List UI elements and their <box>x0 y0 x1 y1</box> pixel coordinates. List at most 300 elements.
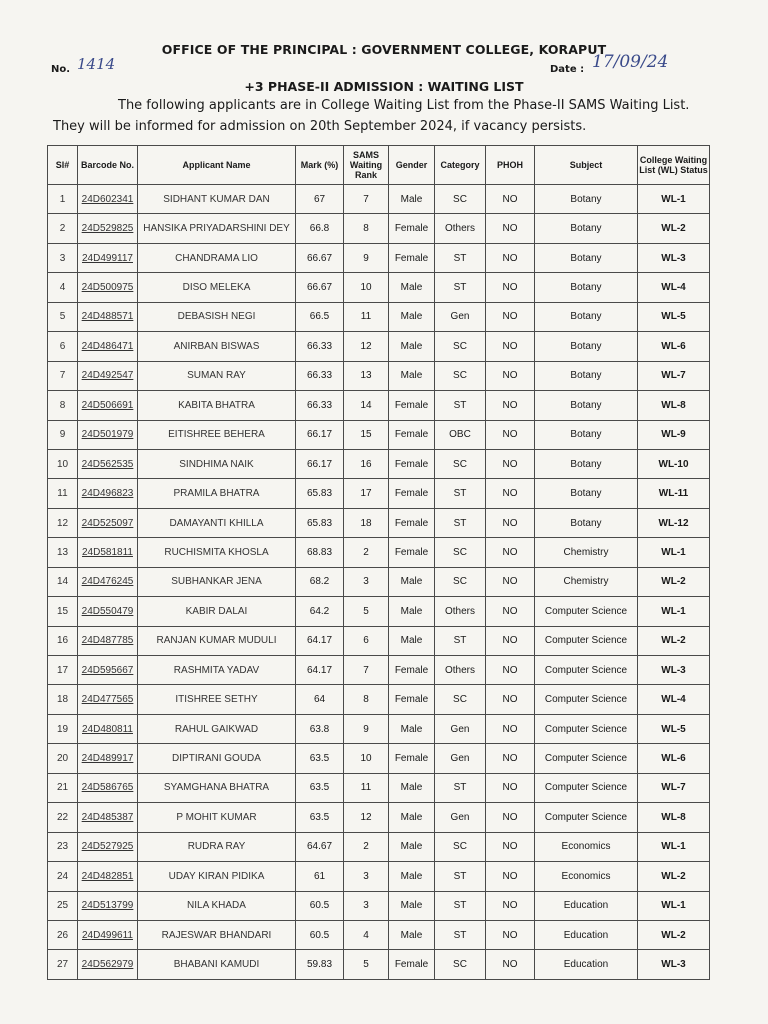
cell-phoh: NO <box>486 420 535 449</box>
cell-wl-status: WL-2 <box>638 862 710 891</box>
cell-sl: 6 <box>48 332 78 361</box>
cell-gender: Male <box>389 862 435 891</box>
cell-applicant-name: SYAMGHANA BHATRA <box>138 773 296 802</box>
cell-barcode: 24D487785 <box>78 626 138 655</box>
cell-mark: 63.5 <box>296 744 344 773</box>
cell-barcode: 24D482851 <box>78 862 138 891</box>
cell-wl-status: WL-12 <box>638 508 710 537</box>
table-row <box>48 744 710 773</box>
cell-sl: 23 <box>48 832 78 861</box>
cell-sams-rank: 5 <box>344 950 389 979</box>
cell-subject: Computer Science <box>535 597 638 626</box>
cell-category: Gen <box>435 803 486 832</box>
cell-mark: 60.5 <box>296 891 344 920</box>
cell-phoh: NO <box>486 626 535 655</box>
cell-barcode: 24D525097 <box>78 508 138 537</box>
cell-mark: 66.33 <box>296 332 344 361</box>
cell-subject: Computer Science <box>535 773 638 802</box>
cell-mark: 68.83 <box>296 538 344 567</box>
cell-sl: 9 <box>48 420 78 449</box>
cell-mark: 63.5 <box>296 773 344 802</box>
cell-phoh: NO <box>486 391 535 420</box>
cell-applicant-name: DAMAYANTI KHILLA <box>138 508 296 537</box>
cell-wl-status: WL-2 <box>638 567 710 596</box>
cell-sams-rank: 11 <box>344 302 389 331</box>
cell-category: Others <box>435 597 486 626</box>
cell-barcode: 24D581811 <box>78 538 138 567</box>
cell-mark: 66.17 <box>296 449 344 478</box>
cell-mark: 65.83 <box>296 479 344 508</box>
cell-wl-status: WL-7 <box>638 361 710 390</box>
cell-mark: 64.67 <box>296 832 344 861</box>
cell-category: Others <box>435 656 486 685</box>
cell-wl-status: WL-8 <box>638 391 710 420</box>
cell-gender: Female <box>389 508 435 537</box>
cell-subject: Computer Science <box>535 714 638 743</box>
cell-gender: Male <box>389 714 435 743</box>
cell-sl: 16 <box>48 626 78 655</box>
cell-mark: 63.5 <box>296 803 344 832</box>
cell-phoh: NO <box>486 744 535 773</box>
cell-wl-status: WL-9 <box>638 420 710 449</box>
cell-applicant-name: SIDHANT KUMAR DAN <box>138 185 296 214</box>
cell-barcode: 24D595667 <box>78 656 138 685</box>
cell-sl: 4 <box>48 273 78 302</box>
cell-category: Gen <box>435 714 486 743</box>
cell-mark: 66.33 <box>296 361 344 390</box>
column-header-sams-rank: SAMS Waiting Rank <box>344 146 389 185</box>
cell-gender: Female <box>389 391 435 420</box>
cell-wl-status: WL-11 <box>638 479 710 508</box>
cell-subject: Chemistry <box>535 538 638 567</box>
cell-sl: 19 <box>48 714 78 743</box>
cell-subject: Economics <box>535 862 638 891</box>
cell-barcode: 24D527925 <box>78 832 138 861</box>
cell-sl: 10 <box>48 449 78 478</box>
cell-phoh: NO <box>486 479 535 508</box>
table-row <box>48 361 710 390</box>
cell-wl-status: WL-1 <box>638 538 710 567</box>
column-header-phoh: PHOH <box>486 146 535 185</box>
cell-sl: 12 <box>48 508 78 537</box>
cell-phoh: NO <box>486 773 535 802</box>
cell-subject: Computer Science <box>535 685 638 714</box>
cell-category: ST <box>435 862 486 891</box>
cell-sl: 2 <box>48 214 78 243</box>
cell-barcode: 24D562535 <box>78 449 138 478</box>
table-row <box>48 832 710 861</box>
cell-sams-rank: 6 <box>344 626 389 655</box>
cell-category: SC <box>435 449 486 478</box>
cell-subject: Botany <box>535 185 638 214</box>
cell-phoh: NO <box>486 214 535 243</box>
table-row <box>48 685 710 714</box>
cell-sams-rank: 10 <box>344 744 389 773</box>
cell-phoh: NO <box>486 538 535 567</box>
cell-sams-rank: 4 <box>344 920 389 949</box>
cell-wl-status: WL-4 <box>638 685 710 714</box>
cell-sl: 17 <box>48 656 78 685</box>
cell-phoh: NO <box>486 449 535 478</box>
cell-sams-rank: 2 <box>344 832 389 861</box>
cell-mark: 61 <box>296 862 344 891</box>
table-row <box>48 714 710 743</box>
cell-sl: 3 <box>48 243 78 272</box>
cell-applicant-name: ITISHREE SETHY <box>138 685 296 714</box>
cell-wl-status: WL-5 <box>638 714 710 743</box>
cell-mark: 66.67 <box>296 243 344 272</box>
cell-category: Others <box>435 214 486 243</box>
cell-category: ST <box>435 626 486 655</box>
cell-subject: Botany <box>535 479 638 508</box>
cell-wl-status: WL-3 <box>638 950 710 979</box>
column-header-category: Category <box>435 146 486 185</box>
column-header-name: Applicant Name <box>138 146 296 185</box>
cell-applicant-name: ANIRBAN BISWAS <box>138 332 296 361</box>
cell-mark: 59.83 <box>296 950 344 979</box>
cell-sl: 22 <box>48 803 78 832</box>
cell-applicant-name: PRAMILA BHATRA <box>138 479 296 508</box>
cell-gender: Male <box>389 803 435 832</box>
intro-line-1: The following applicants are in College Waiting List from the Phase-II SAMS Waiting List. <box>118 98 690 113</box>
cell-subject: Education <box>535 950 638 979</box>
cell-wl-status: WL-6 <box>638 744 710 773</box>
cell-sams-rank: 9 <box>344 243 389 272</box>
cell-sl: 27 <box>48 950 78 979</box>
cell-subject: Education <box>535 920 638 949</box>
cell-phoh: NO <box>486 508 535 537</box>
cell-wl-status: WL-3 <box>638 243 710 272</box>
table-row <box>48 862 710 891</box>
cell-applicant-name: NILA KHADA <box>138 891 296 920</box>
cell-barcode: 24D499611 <box>78 920 138 949</box>
cell-gender: Female <box>389 243 435 272</box>
cell-sl: 1 <box>48 185 78 214</box>
cell-sl: 15 <box>48 597 78 626</box>
cell-category: Gen <box>435 302 486 331</box>
cell-gender: Male <box>389 567 435 596</box>
waiting-list-table <box>47 145 710 980</box>
cell-barcode: 24D485387 <box>78 803 138 832</box>
table-row <box>48 243 710 272</box>
cell-applicant-name: EITISHREE BEHERA <box>138 420 296 449</box>
cell-wl-status: WL-3 <box>638 656 710 685</box>
cell-applicant-name: CHANDRAMA LIO <box>138 243 296 272</box>
cell-wl-status: WL-1 <box>638 597 710 626</box>
cell-subject: Computer Science <box>535 626 638 655</box>
cell-category: ST <box>435 508 486 537</box>
cell-sl: 7 <box>48 361 78 390</box>
cell-gender: Male <box>389 773 435 802</box>
cell-category: SC <box>435 538 486 567</box>
column-header-sl: Sl# <box>48 146 78 185</box>
cell-applicant-name: RASHMITA YADAV <box>138 656 296 685</box>
column-header-wl-status: College Waiting List (WL) Status <box>638 146 710 185</box>
cell-sams-rank: 10 <box>344 273 389 302</box>
cell-subject: Botany <box>535 243 638 272</box>
table-row <box>48 538 710 567</box>
cell-gender: Female <box>389 950 435 979</box>
table-row <box>48 508 710 537</box>
cell-sams-rank: 17 <box>344 479 389 508</box>
cell-mark: 66.33 <box>296 391 344 420</box>
cell-applicant-name: DIPTIRANI GOUDA <box>138 744 296 773</box>
cell-category: ST <box>435 479 486 508</box>
cell-gender: Female <box>389 214 435 243</box>
cell-phoh: NO <box>486 862 535 891</box>
table-row <box>48 214 710 243</box>
cell-mark: 67 <box>296 185 344 214</box>
cell-barcode: 24D586765 <box>78 773 138 802</box>
cell-category: SC <box>435 361 486 390</box>
cell-applicant-name: RUCHISMITA KHOSLA <box>138 538 296 567</box>
cell-subject: Botany <box>535 332 638 361</box>
cell-mark: 60.5 <box>296 920 344 949</box>
cell-barcode: 24D562979 <box>78 950 138 979</box>
office-heading: OFFICE OF THE PRINCIPAL : GOVERNMENT COLLEGE, KORAPUT <box>161 42 607 57</box>
cell-barcode: 24D477565 <box>78 685 138 714</box>
cell-wl-status: WL-5 <box>638 302 710 331</box>
cell-wl-status: WL-6 <box>638 332 710 361</box>
cell-sl: 20 <box>48 744 78 773</box>
cell-mark: 66.67 <box>296 273 344 302</box>
cell-applicant-name: RUDRA RAY <box>138 832 296 861</box>
cell-category: ST <box>435 891 486 920</box>
cell-sams-rank: 13 <box>344 361 389 390</box>
cell-phoh: NO <box>486 803 535 832</box>
table-row <box>48 597 710 626</box>
letter-number-label: No. <box>51 64 71 75</box>
cell-category: SC <box>435 185 486 214</box>
table-row <box>48 479 710 508</box>
cell-phoh: NO <box>486 567 535 596</box>
table-row <box>48 420 710 449</box>
column-header-gender: Gender <box>389 146 435 185</box>
cell-subject: Botany <box>535 420 638 449</box>
cell-sams-rank: 16 <box>344 449 389 478</box>
cell-wl-status: WL-8 <box>638 803 710 832</box>
cell-gender: Female <box>389 685 435 714</box>
cell-wl-status: WL-2 <box>638 626 710 655</box>
cell-subject: Computer Science <box>535 656 638 685</box>
cell-sams-rank: 11 <box>344 773 389 802</box>
cell-applicant-name: DEBASISH NEGI <box>138 302 296 331</box>
cell-phoh: NO <box>486 185 535 214</box>
cell-category: OBC <box>435 420 486 449</box>
cell-barcode: 24D602341 <box>78 185 138 214</box>
cell-subject: Botany <box>535 449 638 478</box>
cell-mark: 64.2 <box>296 597 344 626</box>
cell-applicant-name: RAJESWAR BHANDARI <box>138 920 296 949</box>
cell-phoh: NO <box>486 891 535 920</box>
cell-gender: Male <box>389 361 435 390</box>
cell-wl-status: WL-2 <box>638 920 710 949</box>
cell-applicant-name: HANSIKA PRIYADARSHINI DEY <box>138 214 296 243</box>
cell-subject: Botany <box>535 302 638 331</box>
cell-applicant-name: BHABANI KAMUDI <box>138 950 296 979</box>
cell-wl-status: WL-1 <box>638 891 710 920</box>
cell-sl: 18 <box>48 685 78 714</box>
cell-phoh: NO <box>486 332 535 361</box>
cell-sl: 8 <box>48 391 78 420</box>
cell-category: SC <box>435 685 486 714</box>
intro-line-2: They will be informed for admission on 20th September 2024, if vacancy persists. <box>53 119 587 134</box>
cell-applicant-name: KABITA BHATRA <box>138 391 296 420</box>
cell-wl-status: WL-4 <box>638 273 710 302</box>
cell-category: SC <box>435 567 486 596</box>
cell-category: Gen <box>435 744 486 773</box>
cell-mark: 64.17 <box>296 656 344 685</box>
cell-applicant-name: SUMAN RAY <box>138 361 296 390</box>
cell-sams-rank: 9 <box>344 714 389 743</box>
cell-category: ST <box>435 391 486 420</box>
cell-gender: Male <box>389 332 435 361</box>
cell-applicant-name: KABIR DALAI <box>138 597 296 626</box>
cell-gender: Female <box>389 449 435 478</box>
cell-wl-status: WL-1 <box>638 832 710 861</box>
cell-sl: 24 <box>48 862 78 891</box>
cell-barcode: 24D488571 <box>78 302 138 331</box>
cell-applicant-name: UDAY KIRAN PIDIKA <box>138 862 296 891</box>
cell-mark: 66.5 <box>296 302 344 331</box>
cell-applicant-name: P MOHIT KUMAR <box>138 803 296 832</box>
cell-sams-rank: 8 <box>344 685 389 714</box>
cell-category: SC <box>435 332 486 361</box>
cell-category: SC <box>435 950 486 979</box>
cell-gender: Male <box>389 302 435 331</box>
cell-subject: Economics <box>535 832 638 861</box>
cell-subject: Computer Science <box>535 803 638 832</box>
cell-subject: Botany <box>535 214 638 243</box>
cell-sams-rank: 12 <box>344 332 389 361</box>
table-row <box>48 185 710 214</box>
cell-barcode: 24D492547 <box>78 361 138 390</box>
column-header-mark: Mark (%) <box>296 146 344 185</box>
table-body <box>48 185 710 980</box>
cell-subject: Botany <box>535 273 638 302</box>
cell-gender: Male <box>389 273 435 302</box>
cell-gender: Male <box>389 920 435 949</box>
cell-mark: 66.8 <box>296 214 344 243</box>
cell-barcode: 24D506691 <box>78 391 138 420</box>
table-row <box>48 950 710 979</box>
cell-mark: 68.2 <box>296 567 344 596</box>
cell-sl: 14 <box>48 567 78 596</box>
cell-barcode: 24D486471 <box>78 332 138 361</box>
cell-gender: Female <box>389 656 435 685</box>
table-row <box>48 920 710 949</box>
cell-sams-rank: 5 <box>344 597 389 626</box>
cell-sl: 21 <box>48 773 78 802</box>
table-row <box>48 773 710 802</box>
cell-barcode: 24D489917 <box>78 744 138 773</box>
table-row <box>48 891 710 920</box>
cell-wl-status: WL-10 <box>638 449 710 478</box>
cell-phoh: NO <box>486 597 535 626</box>
cell-barcode: 24D476245 <box>78 567 138 596</box>
table-header-row <box>48 146 710 185</box>
cell-mark: 64 <box>296 685 344 714</box>
table-row <box>48 449 710 478</box>
cell-subject: Chemistry <box>535 567 638 596</box>
cell-sams-rank: 18 <box>344 508 389 537</box>
cell-phoh: NO <box>486 832 535 861</box>
table-row <box>48 656 710 685</box>
cell-subject: Botany <box>535 391 638 420</box>
cell-barcode: 24D550479 <box>78 597 138 626</box>
cell-gender: Female <box>389 420 435 449</box>
cell-sams-rank: 3 <box>344 567 389 596</box>
cell-sl: 11 <box>48 479 78 508</box>
cell-barcode: 24D501979 <box>78 420 138 449</box>
cell-subject: Computer Science <box>535 744 638 773</box>
cell-applicant-name: RAHUL GAIKWAD <box>138 714 296 743</box>
cell-category: ST <box>435 773 486 802</box>
cell-phoh: NO <box>486 361 535 390</box>
cell-gender: Female <box>389 744 435 773</box>
table-row <box>48 332 710 361</box>
cell-phoh: NO <box>486 273 535 302</box>
cell-sl: 13 <box>48 538 78 567</box>
cell-phoh: NO <box>486 920 535 949</box>
cell-sl: 25 <box>48 891 78 920</box>
column-header-subject: Subject <box>535 146 638 185</box>
cell-barcode: 24D513799 <box>78 891 138 920</box>
column-header-barcode: Barcode No. <box>78 146 138 185</box>
cell-applicant-name: SUBHANKAR JENA <box>138 567 296 596</box>
cell-applicant-name: SINDHIMA NAIK <box>138 449 296 478</box>
cell-category: ST <box>435 273 486 302</box>
date-label: Date : <box>550 64 585 75</box>
cell-sams-rank: 3 <box>344 862 389 891</box>
table-row <box>48 273 710 302</box>
cell-mark: 64.17 <box>296 626 344 655</box>
waiting-list-title: +3 PHASE-II ADMISSION : WAITING LIST <box>244 79 524 94</box>
cell-applicant-name: DISO MELEKA <box>138 273 296 302</box>
table-row <box>48 391 710 420</box>
cell-sams-rank: 7 <box>344 185 389 214</box>
cell-wl-status: WL-7 <box>638 773 710 802</box>
cell-sams-rank: 8 <box>344 214 389 243</box>
cell-gender: Female <box>389 479 435 508</box>
date-value: 17/09/24 <box>592 52 669 72</box>
cell-wl-status: WL-2 <box>638 214 710 243</box>
cell-phoh: NO <box>486 950 535 979</box>
cell-barcode: 24D499117 <box>78 243 138 272</box>
cell-phoh: NO <box>486 656 535 685</box>
letter-number-value: 1414 <box>77 55 116 73</box>
cell-sl: 5 <box>48 302 78 331</box>
cell-gender: Male <box>389 891 435 920</box>
table-row <box>48 626 710 655</box>
cell-subject: Botany <box>535 508 638 537</box>
cell-sams-rank: 2 <box>344 538 389 567</box>
cell-barcode: 24D480811 <box>78 714 138 743</box>
cell-sl: 26 <box>48 920 78 949</box>
cell-wl-status: WL-1 <box>638 185 710 214</box>
table-row <box>48 803 710 832</box>
cell-gender: Male <box>389 626 435 655</box>
cell-sams-rank: 15 <box>344 420 389 449</box>
cell-category: ST <box>435 920 486 949</box>
cell-applicant-name: RANJAN KUMAR MUDULI <box>138 626 296 655</box>
cell-gender: Male <box>389 185 435 214</box>
cell-category: ST <box>435 243 486 272</box>
cell-barcode: 24D529825 <box>78 214 138 243</box>
cell-category: SC <box>435 832 486 861</box>
cell-mark: 66.17 <box>296 420 344 449</box>
cell-gender: Female <box>389 538 435 567</box>
